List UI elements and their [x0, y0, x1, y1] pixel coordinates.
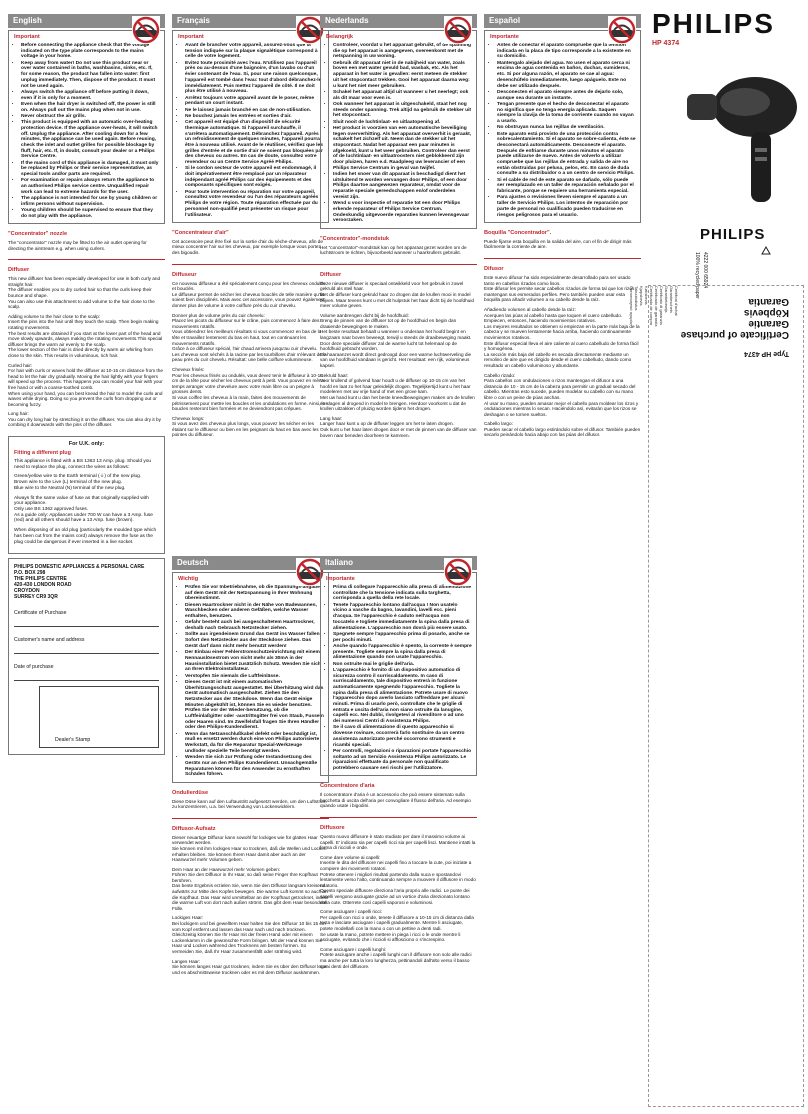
list-item: • Arrêtez toujours votre appareil avant de le poser, même pendant un court instant. [185, 96, 324, 107]
paragraph: Curled hair: For hair with curls or waves hold the diffuser at 10-15 cm distance from the head to let the hair dry gradually. Moving the hair lightly with your fingers will speed up the process. This happens you can model your hair with your free hand or with a coarse-toothed comb. When using your hand, you can best knead the hair to model the curls and waves while drying. Doing so you prevent the curls from dropping out or becoming fuzzy. [8, 362, 163, 407]
divider [172, 264, 329, 265]
paragraph: Il concentratore d'aria è un accessorio che può essere sistemato sulla bocchetta di uscita dell'aria per convogliare il flusso dell'aria. Ad esempio quando usate i bigodini. [320, 792, 471, 809]
espanol-important-box [484, 30, 641, 223]
espanol-important-title: Importante [490, 34, 519, 40]
section-title: Difusor [484, 266, 504, 273]
paragraph: Adding volume to the hair close to the scalp: Insert the pins into the hair until they touch the scalp. Then begin making rotating movements. The best results are obtained if you start at the lower part of the head and move slowly upwards, always making the rotating movements.This special diffuser brings the warm air evenly to the scalp. The lower section of the hair is dried directly by warm air whirling from close to the skin. This results in voluminous, rich hair. [8, 313, 163, 358]
espanol-concentrator-section [484, 230, 641, 250]
list-item: • Ne le laissez jamais branché en cas de non-utilisation. [185, 108, 324, 114]
uk-plug-box [8, 436, 165, 554]
list-item: • Si le cordon secteur de votre appareil est endommagé, il doit impérativement être remplacé par un réparateur indépendant agréé Philips car des équipements et des composants spécifiques sont exigés. [185, 166, 324, 189]
list-item: • Wenn das Netzanschlußkabel defekt oder beschädigt ist, muß es ersetzt werden durch eine von Philips autorisierte Werkstatt, da für die Reparatur Spezial-Werkzeuge und/oder spezielle Teile benötigt werden. [185, 732, 324, 755]
list-item: • Ne bouchez jamais les entrées et sorties d'air. [185, 114, 324, 120]
paragraph: Dieser neuartige Diffusor kann sowohl für lockiges wie für glattes Haar verwendet werden. Sie können mit ihm lockiges Haar so trocknen, daß die Wellen und Locken erhalten bleiben. Sie können Ihrem Haar damit aber auch an der Haarwurzel mehr Volumen geben. [172, 834, 327, 863]
english-column [8, 14, 165, 755]
english-diffuser-section [8, 267, 165, 428]
section-title: Diffuseur [172, 271, 197, 278]
italiano-important-box [320, 572, 477, 776]
list-item: • Diesen Haartrockner nicht in der Nähe von Badewannen, Waschbecken oder anderen Gefäßen, welche Wasser enthalten, benutzen. [185, 603, 324, 620]
paragraph: Cheveux frisés: Pour les cheveux frisés ou ondulés, vous devez tenir le diffuseur à 10-15 cm de la tête pour sécher les cheveux petit à petit. Vous pouvez en même temps arranger votre chevelure avec votre main libre ou un peigne à grosses dents. Si vous coiffez les cheveux à la main, faites des mouvements de pétrissement pour mettre les boucles et les ondulations en forme. Ainsi, les boucles resteront bien formées et ne deviendront pas crêpues. [172, 366, 328, 412]
divider [320, 264, 477, 265]
paragraph: Cheveux longs: Si vous avez des cheveux plus longs, vous pouvez les sécher en les étalant sur le diffuseur ou bien en les peignant du haut en bas avec les pointes du diffuseur. [172, 415, 319, 438]
certificate-title: Certificate of purchase Garantie Köpbevis Garantia [680, 296, 789, 340]
field-line[interactable] [14, 670, 159, 681]
list-item: • Even when the hair dryer is switched off, the power is still on. Always pull out the mains plug when not in use. [21, 102, 160, 113]
paragraph: Añadiendo volumen al cabello desde la raíz: Acerquen las púas al cabello hasta que toquen el cuero cabelludo. Empiecen, entonces, haciendo movimientos rotativos. Los mejores resultados se obtienen si empiezan en la parte más baja de la cabeza y se mueven lentamente hacia arriba, haciendo continuamente movimientos rotativos. Este difusor especial lleva el aire caliente al cuero cabelludo de forma fácil y homogénea. La sección más baja del cabello es secada directamente mediante un remolino de aire que es dirigido desde el cuero cabelludo, dando como resultado un cabello voluminoso y abundante. [484, 307, 640, 368]
paragraph: This new diffuser has been especially developed for use in both curly and straight hair. The diffuser enables you to dry curled hair so that the curls keep their bounce and shape. You can also use this attachment to add volume to the hair close to the scalp. [8, 276, 161, 310]
nederlands-important-box [320, 30, 477, 229]
list-item: • No obstruyan nunca las rejillas de ventilación. [497, 125, 636, 131]
list-item: • Der Einbau einer Fehlerstromschutzeinrichtung mit einem Nennauslösestrom von nicht mehr als 30mA in der Hausinstallation bietet zusätzlich Schutz. Wenden Sie sich an Ihren Elektroinstallateur. [185, 650, 324, 673]
list-item: • Controleer, voordat u het apparaat gebruikt, of de spanning die op het apparaat is aangegeven, overeenkomt met de netspanning in uw woning. [333, 43, 472, 60]
francais-important-box [172, 30, 329, 223]
deutsch-column [172, 556, 329, 979]
company-address: PHILIPS DOMESTIC APPLIANCES & PERSONAL CARE P.O. BOX 298 THE PHILIPS CENTRE 420-430 LONDON ROAD CROYDON SURREY CR9 3QR [14, 564, 145, 601]
paragraph: Always fit the same value of fuse as that originally supplied with your appliance. Only use BS 1362 approved fuses. As a guide only: Appliances under 700 W can have a 3 Amp. fuse (red) and all others should have a 13 Amp. fuse (brown). [14, 495, 153, 524]
list-item: • For examination or repairs always return the appliance to an authorised Philips service centre. Unqualified repair work can lead to extreme hazards for the user. [21, 178, 160, 195]
nederlands-important-list [326, 43, 472, 224]
francais-concentrator-section [172, 230, 329, 256]
paragraph: Come dare volume ai capelli: Inserite le dita del diffusore nei capelli fino a toccare la cute, poi iniziate a compiere dei movimenti rotatori. Potrete ottenere i migliori risultati partendo dalla nuca e spostandovi lentamente verso l'alto, continuando sempre a muovere il diffusore in modo rotatorio. Questo speciale diffusore direziona l'aria proprio alle radici. Le punte dei capelli vengono asciugate grazie ad un vortice d'aria direzionato lontano dalla cute. Otterrete così capelli vaporosi e voluminosi. [320, 854, 476, 905]
english-important-title: Important [14, 34, 40, 40]
certificate-model: Type HP 4374 [744, 350, 789, 357]
deutsch-important-title: Wichtig [178, 576, 199, 582]
no-water-warning-icon [608, 16, 636, 44]
paragraph: Het "concentrator"-mondstuk kan op het apparaat gezet worden om de luchtstroom te richten, bijvoorbeeld wanneer u haarkrullers gebruikt. [320, 244, 467, 256]
stamp-label: Dealer's Stamp [55, 737, 91, 744]
certificate-of-purchase-card [629, 285, 804, 1107]
paragraph: Volume aanbrengen dicht bij de hoofdhuid: Breng de pinnen van de diffuser tot op de hoofdhuid en begin dan draaiende bewegingen te maken. Het beste resultaat behaalt u wanneer u onderaan het hoofd begint en langzaam naar boven beweegt, terwijl u steeds de draaibeweging maakt. Door deze speciale diffuser zal de warme lucht tot helemaal op de hoofdhuid gebracht worden. De haaraanzet wordt direct gedroogd door een warme luchtwerveling die van uw hoofdhuid vandaan is gericht. Het resultaat: een rijk, volumineus kapsel. [320, 312, 472, 369]
list-item: • Tenete l'apparecchio lontano dall'acqua ! Non usatelo vicino a vasche da bagno, lavandini, lavelli ecc. pieni d'acqua. Se l'apparecchio è caduto nell'acqua non toccatelo e togliete immediatamente la spina dalla presa di alimentazione. L'apparecchio non dovrà più essere usato. [333, 603, 472, 632]
divider [172, 818, 329, 819]
paragraph: Lang haar: Langer haar kunt u op de diffuser leggen om het te laten drogen. Ook kunt u het haar laten drogen door er met de pinnen van de diffuser van boven naar beneden doorheen te kammen. [320, 415, 477, 438]
list-item: • Evitez toute proximité avec l'eau. N'utilisez pas l'appareil près ou au-dessus d'une baignoire, d'un lavabo ou d'un évier contenant de l'eau. Si, pour une raison quelconque, l'appareil est tombé dans l'eau: tout d'abord débranchez-le immédiatement. Puis mettez l'appareil de côté. Il ne doit plus être utilisé à nouveau. [185, 61, 324, 95]
list-item: • L'apparecchio è fornito di un dispositivo automatico di sicurezza contro il surriscaldamento. In caso di surriscaldamento, tale dispositivo entrerà in funzione automaticamente spegnendo l'apparecchio. Togliete la spina dalla presa di alimentazione. Potrete usare di nuovo l'apparecchio dopo averlo lasciato raffreddare per alcuni minuti. Prima di usarlo però, controllate che le griglie di entrata e uscita dell'aria non siano ostruite da lanugine, capelli ecc. Nei dubbi, rivolgetevi al rivenditore o ad uno dei numerosi Centri di Assistenza Philips. [333, 668, 472, 725]
list-item: • Prüfen Sie vor Inbetriebnahme, ob die Spannungs-angabe auf dem Gerät mit der Netzspannung in Ihrer Wohnung übereinstimmt. [185, 585, 324, 602]
nederlands-diffuser-section [320, 272, 477, 438]
paragraph: The "concentrator" nozzle may be fitted to the air outlet opening for directing the airstream e.g. when using curlers. [8, 240, 147, 251]
list-item: • Este aparato está provisto de una protección contra sobrecalentamiento. Si el aparato se sobre-calienta, éste se desconectará automáticamente. Desconecte el aparato. Después de enfriarse durante unos minutos el aparato puede utilizarse de nuevo. Antes de volverlo a utilizar compruebe que las rejillas de entrada y salida de aire no están obstruidas por pelusa, pelos, etc. En caso de duda consulte a su distribuidor o a un centro de servicio Philips. [497, 132, 636, 178]
section-title: Diffusore [320, 825, 345, 832]
list-item: • If the mains cord of this appliance is damaged, it must only be replaced by Philips or their service representative, as special tools and/or parts are required. [21, 161, 160, 178]
paragraph: Puede fijarse esta boquilla en la salida del aire, con el fin de dirigir más fácilmente la corriente de aire. [484, 238, 632, 250]
paragraph: Green/yellow wire to the Earth terminal (⏚) of the new plug. Brown wire to the Live (L) terminal of the new plug. Blue wire to the Neutral (N) terminal of the new plug. [14, 474, 142, 491]
deutsch-important-box [172, 572, 329, 783]
paragraph: Long hair: You can dry long hair by stretching it on the diffuser. You can also dry it by combing it downwards with the pins of the diffuser. [8, 411, 161, 428]
list-item: • Tengan presente que el hecho de desconectar el aparato no significa que no tenga energía aplicada. Saquen siempre la clavija de la toma de corriente cuando no vayan a usarlo. [497, 102, 636, 125]
list-item: • Sollte aus irgendeinem Grund das Gerät ins Wasser fallen: Sofort den Netzstecker aus der Steckdose ziehen. Das Gerät darf dann nicht mehr benutzt werden! [185, 632, 324, 649]
nederlands-important-title: Belangrijk [326, 34, 354, 40]
list-item: • Always switch the appliance off before putting it down, even if it is only for a moment. [21, 90, 160, 101]
francais-important-list [178, 43, 324, 218]
list-item: • Mantengalo alejado del agua. No usen el aparato cerca ni encima de agua contenida en baños, duchas, sumideros, etc. Si por alguna razón, el aparato se cae al agua: desenchúfelo inmediatamente, luego apáguelo. Este no debe ser utilizado después. [497, 61, 636, 90]
list-item: • Prima di collegare l'apparecchio alla presa di alimentazione controllate che la tensione indicata sulla targhetta, corrisponda a quella della rete locale. [333, 585, 472, 602]
list-item: • Si el cable de red de este aparato se dañado, sólo puede ser reemplazado en un taller de reparación señalado por el fabricante, porque se requiere una herramienta especial. [497, 178, 636, 195]
paragraph: Ce nouveau diffuseur a été spécialement conçu pour les cheveux ondulés et bouclés. Le diffuseur permet de sécher les cheveux bouclés de telle manière qu'ils soient bien disciplinés. Mais avec cet accessoire, vous pouvez également donner plus de volume à votre coiffure près du cuir chevelu. [172, 280, 326, 308]
paragraph: This appliance is fitted with a BS 1363 13 Amp. plug. Should you need to replace the plug, connect the wires as follows: [14, 459, 152, 470]
list-item: • Wend u voor inspectie of reparatie tot een door Philips erkende reparateur of Philips Service Centrum. Ondeskundig uitgevoerde reparaties kunnen levensgevaar veroorzaken. [333, 201, 472, 224]
certificate-address-box [8, 558, 165, 755]
list-item: • Never obstruct the air grills. [21, 114, 160, 120]
espanol-important-list [490, 43, 636, 218]
list-item: • Schakel het apparaat altijd uit wanneer u het neerlegt; ook als dit maar voor even is. [333, 90, 472, 101]
product-code: 4222 000 65924 [702, 252, 708, 289]
dealer-stamp-box[interactable] [39, 686, 159, 748]
nederlands-concentrator-section [320, 236, 477, 256]
italiano-important-list [326, 585, 472, 772]
section-title: Concentratore d'aria [320, 783, 375, 790]
list-item: • Wenden Sie sich zur Prüfung oder Instandsetzung des Geräts nur an den Philips Kundendienst. Unsachgemäße Reparaturen können für den Anwender zu ernsthaften Schäden führen. [185, 755, 324, 778]
certificate-label: Certificate of Purchase [14, 610, 67, 617]
list-item: • The appliance is not intended for use by young children or infirm persons without supervision. [21, 196, 160, 207]
list-item: • Spegnete sempre l'apparecchio prima di posarlo, anche se per pochi minuti. [333, 632, 472, 643]
english-important-box [8, 30, 165, 224]
paragraph: Cabello largo: Pueden secar el cabello largo estirándolo sobre el difusor. También pueden secarlo peinándolo hacia abajo con las púas del difusor. [484, 421, 641, 438]
certificate-translations: Certificat d'achat Garantieschein Garantiebewijs Certificato di garanzia Certificado de garantía Certificado de compra Købsbevis Kjøpsbevis Takuutodistus Πιστοποιητικό αγοράς [629, 286, 679, 327]
section-title: "Concentrator"-mondstuk [320, 235, 390, 242]
list-item: • Indien het snoer van dit apparaat is beschadigd dient het uitsluitend te worden vervangen door Philips, of een door Philips daartoe aangewezen reparateur, omdat voor de reparatie speciale gereedschappen en/of onderdelen vereist zijn. [333, 172, 472, 201]
paragraph: Este nuevo difusor ha sido especialmente desarrollado para ser usado tanto en cabellos rizados como lisos. Este difusor les permite secar cabellos rizados de forma tal que los rizos mantengan sus esmerados perfiles. Pero también pueden usar esta boquilla para añadir volumen a su cabello desde la raíz. [484, 275, 635, 303]
field-line[interactable] [14, 643, 159, 654]
francais-important-title: Important [178, 34, 204, 40]
list-item: • Gebruik dit apparaat niet in de nabijheid van water, zoals boven een met water gevuld bad, wasbak, etc. Als het apparaat in het water is gevallen: eerst meteen de stekker uit het stopcontact trekken. Gooi het apparaat daarna weg: u kunt het niet meer gebruiken. [333, 61, 472, 90]
philips-logo: PHILIPS [652, 8, 775, 39]
english-important-list [14, 43, 160, 219]
list-item: • Sluit nooit de luchtinlaat- en uitlaatopening af. [333, 120, 472, 126]
paragraph: When disposing of an old plug (particularly the moulded type which has been cut from the mains cord) always remove the fuse as the plug could be dangerous if ever inserted in a live socket. [14, 528, 157, 545]
paragraph: Cet accessoire peut être fixé sur la sortie d'air du sèche-cheveux, afin de mieux concentrer l'air sur les cheveux, par exemple lorsque vous portez des bigoudis. [172, 238, 323, 256]
italiano-diffuser-section [320, 825, 477, 969]
section-title: "Concentrateur d'air" [172, 229, 229, 236]
paragraph: Lockiges Haar: Bei lockigem und bei gewelltem Haar halten Sie den Diffusor 10 bis 15 cm vom Kopf entfernt und lassen das Haar nach und nach trocknen. Gleichzeitig können Sie Ihr Haar mit der freien Hand oder mit einem Lockenkamm in die gewünschte Form bringen. Mit der Hand können Sie Haar und Locken während des Trocknens am besten formen. So vermeiden Sie, daß Ihr Haar zusammenfällt oder strähnig wird. [172, 915, 326, 955]
section-title: Fitting a different plug [14, 450, 71, 457]
list-item: • Cet appareil est équipé d'un dispositif de sécurité thermique automatique. Si l'appareil surchauffe, il s'arrêtera automatiquement. Débranchez l'appareil. Après un refroidissement de quelques minutes, l'appareil pourra être à nouveau utilisé. Avant de le réutiliser, vérifiez que les grilles d'entrée et de sortie d'air ne soient pas bloquées par des cheveux ou autres. En cas de doute, consultez votre revendeur ou un Centre Service Agréé Philips. [185, 120, 324, 166]
field-line[interactable] [14, 616, 159, 627]
customer-label: Customer's name and address [14, 637, 85, 644]
deutsch-diffuser-section [172, 826, 329, 976]
paragraph: Langes Haar: Sie können langes Haar gut trocknen, indem Sie es über den Diffusor legen und es abschnittsweise trocknen oder es mit dem Diffusor auskämmen. [172, 958, 329, 975]
francais-header: Français [172, 14, 329, 28]
list-item: • This product is equipped with an automatic over-heating protection device. If the appliance over-heats, it will switch off. Unplug the appliance. After cooling down for a few minutes, the appliance can be used again. Before reusing, check the inlet and outlet grilles for possible blockage by fluff, hair, etc. If, in doubt, consult your dealer or a Philips Service Centre. [21, 120, 160, 160]
nederlands-column [320, 14, 477, 442]
paragraph: Come asciugare i capelli lunghi: Potete asciugare anche i capelli lunghi con il diffusore non solo alle radici ma anche per tutta la loro lunghezza, pettinandoli dall'alto verso il basso con i denti del diffusore. [320, 946, 472, 969]
uk-title: For U.K. only: [68, 441, 105, 448]
list-item: • Het product is voorzien van een automatische beveiliging tegen oververhitting. Als het apparaat oververhit is geraakt, schakelt het zichzelf uit. Neem dan de stekker uit het stopcontact. Nadat het apparaat een paar minuten is afgekoeld, kunt u het weer gebruiken. Controleer dan eerst of de luchtinlaat- en uitlaatroosters niet geblokkeerd zijn door pluizen, haren e.d. Raadpleeg uw leverancier of een Philips Service Centrum in geval van twijfel. [333, 126, 472, 172]
deutsch-concentrator-section [172, 790, 329, 810]
list-item: • Para ajustes o revisiones lleven siempre el aparato a un taller de Servicio Philips. Los intentos de reparación por parte de personal no cualificado pueden traducirse en riesgos peligrosos para el usuario. [497, 195, 636, 218]
no-water-warning-icon [444, 558, 472, 586]
date-label: Date of purchase [14, 664, 54, 671]
list-item: • Before connecting the appliance check that the voltage indicated on the type plate corresponds to the mains voltage in your home. [21, 43, 160, 60]
paragraph: Diese Düse kann auf den Luftaustritt aufgesetzt werden, um den Luftstrom zu konzentrieren, u.a. bei Verwendung von Lockenwicklern. [172, 798, 327, 810]
list-item: • Verstopfen Sie niemals die Luftfeinlässe. [185, 674, 324, 680]
espanol-diffuser-section [484, 266, 641, 438]
section-title: Diffuser [8, 267, 30, 274]
no-water-warning-icon [132, 16, 160, 44]
recycle-icon [760, 246, 772, 258]
paragraph: Dem Haar an der Haarwurzel mehr Volumen geben: Führen Sie den Diffusor in Ihr Haar, so daß seine Finger Ihre Kopfhaut berühren. Das beste Ergebnis erzielen Sie, wenn Sie den Diffusor langsam kreisend aufwärts zur Mitte des Kopfes bewegen. Die warme Luft kommt so auch an die Kopfhaut. Das Haar wird unmittelbar an der Kopfhaut getrocknet, indem die warme Luft von dort nach außen strömt. Das gibt dem Haar besondere Fülle. [172, 866, 329, 911]
list-item: • Avant de brancher votre appareil, assurez-vous que la tension indiquée sur la plaque signalétique correspond à celle de votre logement. [185, 43, 324, 60]
list-item: • Antes de conectar el aparato compruebe que la tensión indicada en la placa de tipo corresponde a la existente en su domicilio. [497, 43, 636, 60]
model-number: HP 4374 [652, 40, 680, 47]
list-item: • Se il cavo di alimentazione di questo apparecchio si dovesse rovinare, occorrerà farlo sostituire da un centro assistenza autorizzato perché occorrono strumenti e ricambi speciali. [333, 725, 472, 748]
italiano-column [320, 556, 477, 973]
espanol-column [484, 14, 641, 442]
list-item: • Ook wanneer het apparaat is uitgeschakeld, staat het nog steeds onder spanning. Trek altijd na gebruik de stekker uit het stopcontact. [333, 102, 472, 119]
divider [8, 259, 165, 260]
italiano-concentrator-section [320, 783, 477, 809]
list-item: • Pour toute intervention ou réparation sur votre appareil, consultez votre revendeur ou l'un des réparateurs agréés Philips de votre région. Toute réparation effectuée par du personnel non-qualifié peut présenter un risque pour l'utilisateur. [185, 190, 324, 219]
hair-dryer-image [685, 62, 800, 212]
deutsch-important-list [178, 585, 324, 778]
english-concentrator-section [8, 231, 165, 251]
paragraph: Donner plus de volume près du cuir chevelu: Placez les picots du diffuseur sur le crâne, puis commencez à faire des mouvements rotatifs. Vous obtiendrez les meilleurs résultats si vous commencez en bas de la tête et travaillez lentement du bas en haut, tout en continuant les mouvements rotatifs. Grâce à ce diffuseur spécial, l'air chaud arrivera jusqu'au cuir chevelu. Les cheveux sont séchés à la racine par les tourbillons d'air s'élevant de la peau près du cuir chevelu. Résultat: une belle coiffure volumineuse. [172, 312, 327, 363]
english-header: English [8, 14, 165, 28]
paragraph: Come asciugare i capelli ricci: Per capelli con ricci o onde, tenete il diffusore a 10-15 cm di distanza dalla testa e lasciate asciugare i capelli gradualmente. Mentre li asciugate, potete modellarli con la mano o con un pettine a denti radi. Se usate la mano, potrete mettere in piega i ricci o le onde mentre li asciugate, evitando che i riccioli si afflosciono o s'increspino. [320, 909, 474, 943]
list-item: • Keep away from water! Do not use this product near or over water contained in baths, washbasins, sinks, etc. If, for some reason, the product has fallen into water: first unplug immediately. Then, dispose of the product. It must not be used again. [21, 61, 160, 90]
list-item: • Young children should be supervised to ensure that they do not play with the appliance. [21, 208, 160, 219]
francais-diffuser-section [172, 272, 329, 438]
recycled-paper-note: 100% recycled paper [694, 252, 700, 299]
italiano-important-title: Importante [326, 576, 355, 582]
list-item: • Per controlli, regolazioni o riparazioni portate l'apparecchio soltanto ad un Servizio Assistenza Philips autorizzato. Le riparazioni effettuate da personale non qualificato potrebbero causare seri rischi per l'utilizzatore. [333, 749, 472, 772]
list-item: • Gefahr besteht auch bei ausgeschaltetem Haartrockner, deshalb nach Gebrauch Netzstecker ziehen. [185, 620, 324, 631]
paragraph: Cabello rizado: Para cabellos con ondulaciones o rizos mantengan el difusor a una distancia de 10 - 15 cm de la cabeza para permitir un gradual secado del cabello. Mientras esto sucede, pueden modelar su cabello con su mano libre o con un peine de púas anchas. Al usar su mano, pueden amasar mejor el cabello para moldear los rizos y ondulaciones mientras lo secan. Haciéndolo así, evitarán que los rizos se deshagan o se tornen sueltos. [484, 372, 639, 417]
section-title: "Concentrator" nozzle [8, 231, 68, 238]
francais-column [172, 14, 329, 442]
section-title: Boquilla "Concentrador". [484, 229, 552, 236]
deutsch-header: Deutsch [172, 556, 329, 570]
paragraph: Gekruld haar: Voor krullend of golvend haar houdt u de diffuser op 10-15 cm van het hoofd en laat zo het haar geleidelijk drogen. Tegelijkertijd kunt u het haar modeleren met uw vrije hand of met een grove kam. Met uw hand kunt u dan het beste kneedbewegingen maken om de krullen en slagen al drogend in model te brengen. Hierdoor voorkomt u dat de krullen uitzakken of pluizig worden tijdens het drogen. [320, 372, 475, 412]
divider [484, 258, 641, 259]
nederlands-header: Nederlands [320, 14, 477, 28]
list-item: • Dieses Gerät ist mit einem automatischen Überhitzungsschutz ausgestattet. Bei Überhitzung wird das Gerät automatisch ausgeschaltet. Ziehen Sie den Netzstecker aus der Steckdose. Wenn das Gerät einige Minuten abgekühlt ist, können Sie es wieder benutzen. Prüfen Sie vor der Wieder-benutzung, ob die Luftfeinlaßgitter oder -austrittsgitter frei von Staub, Fusseln oder Haaren sind. Im Zweifelsfall fragen Sie Ihren Händler oder den Philips-Kundendienst. [185, 680, 324, 731]
philips-logo-small: PHILIPS [700, 226, 766, 243]
section-title: Ondulierdüse [172, 789, 209, 796]
espanol-header: Español [484, 14, 641, 28]
list-item: • Anche quando l'apparecchio è spento, la corrente è sempre presente. Togliete sempre la spina dalla presa di alimentazione quando non usate l'apparecchio. [333, 644, 472, 661]
divider [320, 817, 477, 818]
no-water-warning-icon [444, 16, 472, 44]
section-title: Diffusor-Aufsatz [172, 825, 216, 832]
list-item: • Desconecten el aparato siempre antes de dejarlo solo, aunque sea durante un instante. [497, 90, 636, 101]
section-title: Diffuser [320, 271, 342, 278]
list-item: • Non ostruite mai le griglie dell'aria. [333, 662, 472, 668]
italiano-header: Italiano [320, 556, 477, 570]
paragraph: Deze nieuwe diffuser is speciaal ontwikkeld voor het gebruik in zowel gekruld als steil haar. Met de diffuser kunt gekruld haar zo drogen dat de krullen mooi in model blijven. Maar tevens kunt u met dit hulpstuk het haar dicht bij de hoofdhuid meer volume geven. [320, 280, 474, 309]
paragraph: Questo nuovo diffusore è stato studiato per dare il massimo volume ai capelli. E' indicato sia per capelli ricci sia per capelli lisci. Mantiene intatti la forma di riccioli e onde. [320, 834, 476, 851]
